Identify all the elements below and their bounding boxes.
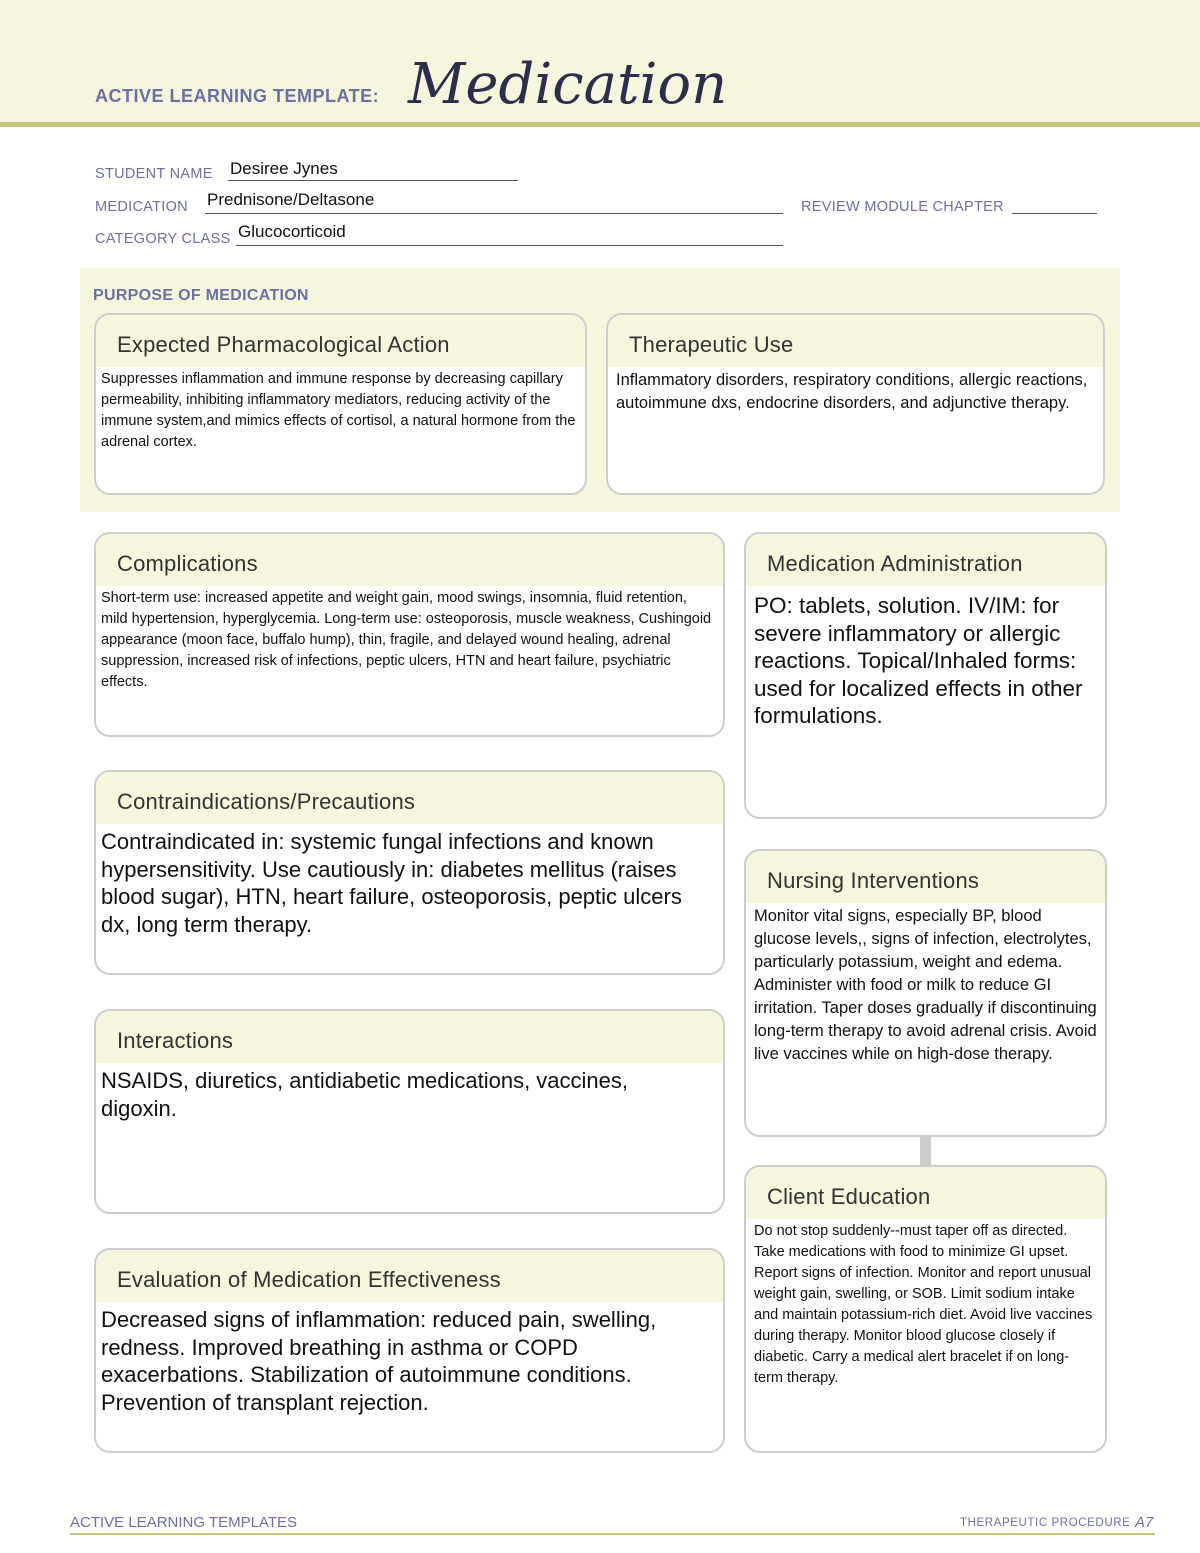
evaluation-title: Evaluation of Medication Effectiveness: [96, 1250, 723, 1302]
category-class-field[interactable]: Glucocorticoid: [238, 222, 346, 241]
evaluation-card: [94, 1248, 725, 1453]
therapeutic-use-card: [606, 313, 1105, 495]
contraindications-card: [94, 770, 725, 975]
interactions-text[interactable]: NSAIDS, diuretics, antidiabetic medications, vaccines, digoxin.: [101, 1068, 629, 1121]
medication-field[interactable]: Prednisone/Deltasone: [207, 190, 375, 209]
interactions-title: Interactions: [96, 1011, 723, 1063]
contraindications-title: Contraindications/Precautions: [96, 772, 723, 824]
expected-action-card: [94, 313, 587, 495]
page-title: Medication: [408, 52, 728, 117]
expected-action-title: Expected Pharmacological Action: [96, 315, 585, 367]
footer-section: THERAPEUTIC PROCEDURE: [960, 1517, 1131, 1529]
complications-text[interactable]: Short-term use: increased appetite and weight gain, mood swings, insomnia, fluid retention, mild hypertension, hyperglycemia. Long-term use: osteoporosis, muscle weakness, Cushingoid appearance (moon face, buffalo hump), thin, fragile, and delayed wound healing, adrenal suppression, increased risk of infections, peptic ulcers, HTN and heart failure, psychiatric effects.: [101, 590, 712, 690]
template-label: ACTIVE LEARNING TEMPLATE:: [95, 86, 380, 106]
client-education-card: [744, 1165, 1107, 1453]
page-number: A7: [1135, 1514, 1154, 1531]
medication-label: MEDICATION: [95, 199, 188, 215]
administration-text[interactable]: PO: tablets, solution. IV/IM: for severe inflammatory or allergic reactions. Topical/Inhaled forms: used for localized effects in other formulations.: [754, 593, 1083, 728]
evaluation-text[interactable]: Decreased signs of inflammation: reduced pain, swelling, redness. Improved breathing in asthma or COPD exacerbations. Stabilization of autoimmune conditions. Prevention of transplant rejection.: [101, 1307, 657, 1415]
student-name-label: STUDENT NAME: [95, 166, 213, 182]
connector-bar: [920, 1136, 931, 1166]
category-class-label: CATEGORY CLASS: [95, 231, 231, 247]
contraindications-text[interactable]: Contraindicated in: systemic fungal infections and known hypersensitivity. Use cautiously in: diabetes mellitus (raises blood sugar), HTN, heart failure, osteoporosis, peptic ulcers dx, long term therapy.: [101, 829, 682, 937]
purpose-label: PURPOSE OF MEDICATION: [93, 287, 309, 304]
medication-underline: [205, 213, 783, 214]
nursing-interventions-title: Nursing Interventions: [746, 851, 1105, 903]
administration-card: [744, 532, 1107, 819]
review-module-label: REVIEW MODULE CHAPTER: [801, 199, 1004, 215]
therapeutic-use-text[interactable]: Inflammatory disorders, respiratory conditions, allergic reactions, autoimmune dxs, endocrine disorders, and adjunctive therapy.: [616, 371, 1088, 412]
client-education-title: Client Education: [746, 1167, 1105, 1219]
footer-rule: [70, 1533, 1155, 1535]
category-class-underline: [236, 245, 783, 246]
review-module-underline: [1012, 213, 1097, 214]
student-name-underline: [228, 180, 518, 181]
administration-title: Medication Administration: [746, 534, 1105, 586]
expected-action-text[interactable]: Suppresses inflammation and immune response by decreasing capillary permeability, inhibiting inflammatory mediators, reducing activity of the immune system,and mimics effects of cortisol, a natural hormone from the adrenal cortex.: [101, 371, 576, 450]
nursing-interventions-card: [744, 849, 1107, 1137]
complications-card: [94, 532, 725, 737]
nursing-interventions-text[interactable]: Monitor vital signs, especially BP, blood glucose levels,, signs of infection, electrolytes, particularly potassium, weight and edema. Administer with food or milk to reduce GI irritation. Taper doses gradually if discontinuing long-term therapy to avoid adrenal crisis. Avoid live vaccines while on high-dose therapy.: [754, 907, 1097, 1063]
client-education-text[interactable]: Do not stop suddenly--must taper off as directed. Take medications with food to minimize GI upset. Report signs of infection. Monitor and report unusual weight gain, swelling, or SOB. Limit sodium intake and maintain potassium-rich diet. Avoid live vaccines during therapy. Monitor blood glucose closely if diabetic. Carry a medical alert bracelet if on long-term therapy.: [754, 1223, 1093, 1386]
complications-title: Complications: [96, 534, 723, 586]
interactions-card: [94, 1009, 725, 1214]
student-name-field[interactable]: Desiree Jynes: [230, 159, 338, 178]
footer-label: ACTIVE LEARNING TEMPLATES: [70, 1514, 297, 1531]
header-rule: [0, 122, 1200, 127]
therapeutic-use-title: Therapeutic Use: [608, 315, 1103, 367]
